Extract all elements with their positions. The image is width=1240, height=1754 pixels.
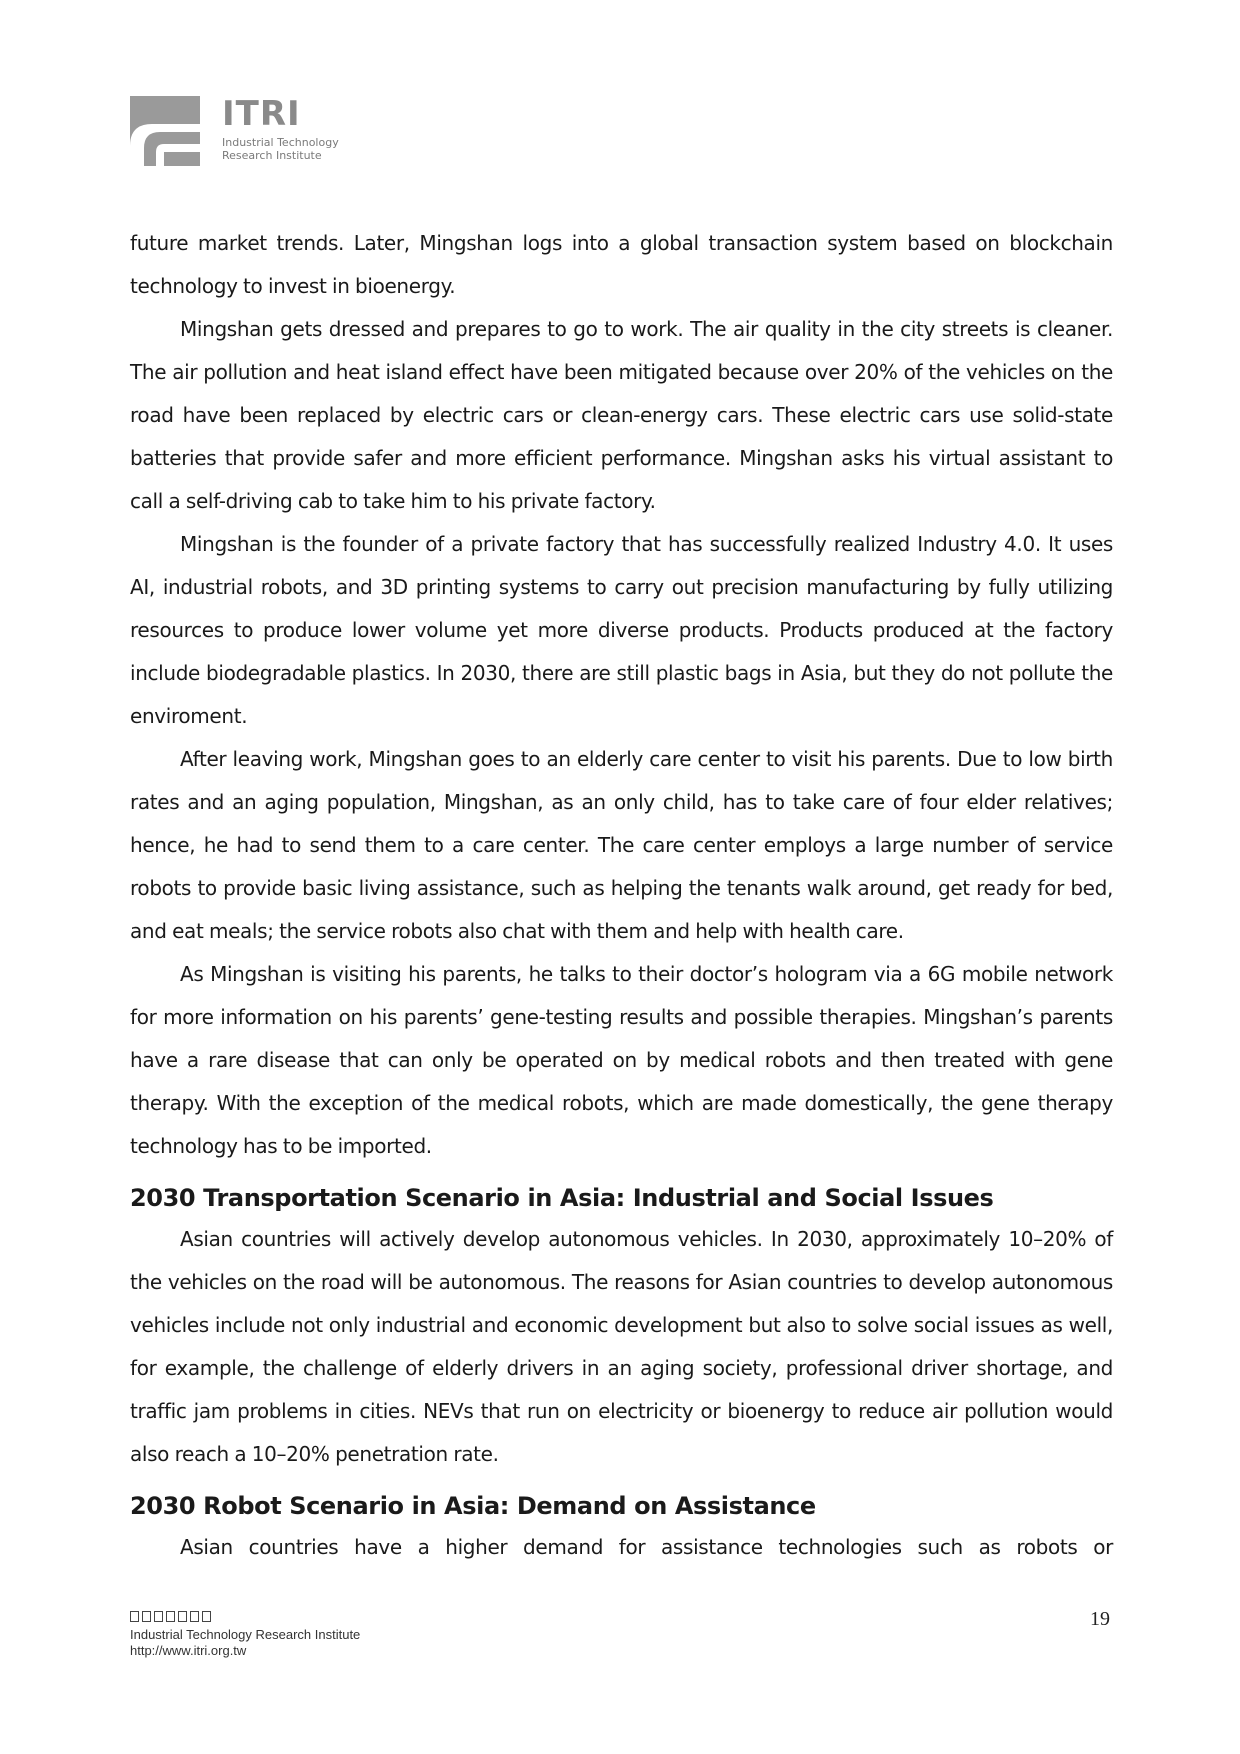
paragraph-continuation: future market trends. Later, Mingshan logs into a global transaction system based on blockchain technology to invest in bioenergy. — [130, 231, 1113, 298]
logo-name: ITRI — [222, 94, 301, 134]
page-content — [130, 222, 1113, 1569]
footer-url[interactable]: http://www.itri.org.tw — [130, 1643, 247, 1658]
paragraph-transportation: Asian countries will actively develop autonomous vehicles. In 2030, approximately 10–20% of the vehicles on the road will be autonomous. The reasons for Asian countries to develop autonomous vehicles include not only industrial and economic development but also to solve social issues as well, for example, the challenge of elderly drivers in an aging society, professional driver shortage, and traffic jam problems in cities. NEVs that run on electricity or bioenergy to reduce air pollution would also reach a 10–20% penetration rate. — [130, 1227, 1113, 1466]
paragraph-commute: Mingshan gets dressed and prepares to go to work. The air quality in the city streets is cleaner. The air pollution and heat island effect have been mitigated because over 20% of the vehicles on the road have been replaced by electric cars or clean-energy cars. These electric cars use solid-state batteries that provide safer and more efficient performance. Mingshan asks his virtual assistant to call a self-driving cab to take him to his private factory. — [130, 317, 1113, 513]
missing-glyph-box — [202, 1611, 211, 1622]
footer-cjk-placeholder-glyphs — [130, 1610, 360, 1624]
section-heading-transportation: 2030 Transportation Scenario in Asia: Industrial and Social Issues — [130, 1184, 994, 1212]
missing-glyph-box — [130, 1611, 139, 1622]
logo-subtitle-line1: Industrial Technology — [222, 136, 339, 149]
paragraph-elderly-care: After leaving work, Mingshan goes to an elderly care center to visit his parents. Due to low birth rates and an aging population, Mingshan, as an only child, has to take care of four elder relatives; hence, he had to send them to a care center. The care center employs a large number of service robots to provide basic living assistance, such as helping the tenants walk around, get ready for bed, and eat meals; the service robots also chat with them and help with health care. — [130, 747, 1113, 943]
paragraph-hologram: As Mingshan is visiting his parents, he talks to their doctor’s hologram via a 6G mobile network for more information on his parents’ gene-testing results and possible therapies. Mingshan’s parents have a rare disease that can only be operated on by medical robots and then treated with gene therapy. With the exception of the medical robots, which are made domestically, the gene therapy technology has to be imported. — [130, 962, 1113, 1158]
section-heading-robot: 2030 Robot Scenario in Asia: Demand on Assistance — [130, 1492, 816, 1520]
missing-glyph-box — [142, 1611, 151, 1622]
itri-logo-icon — [130, 96, 200, 166]
paragraph-factory: Mingshan is the founder of a private factory that has successfully realized Industry 4.0. It uses AI, industrial robots, and 3D printing systems to carry out precision manufacturing by fully utilizing resources to produce lower volume yet more diverse products. Products produced at the factory include biodegradable plastics. In 2030, there are still plastic bags in Asia, but they do not pollute the enviroment. — [130, 532, 1113, 728]
logo-subtitle-line2: Research Institute — [222, 149, 322, 162]
missing-glyph-box — [190, 1611, 199, 1622]
logo-text — [222, 96, 339, 162]
missing-glyph-box — [166, 1611, 175, 1622]
page-number: 19 — [1090, 1608, 1110, 1630]
footer-org-name: Industrial Technology Research Institute — [130, 1627, 361, 1642]
paragraph-robot: Asian countries have a higher demand for assistance technologies such as robots or — [180, 1535, 1113, 1559]
page-footer — [130, 1610, 360, 1659]
itri-logo — [130, 96, 350, 168]
missing-glyph-box — [154, 1611, 163, 1622]
missing-glyph-box — [178, 1611, 187, 1622]
